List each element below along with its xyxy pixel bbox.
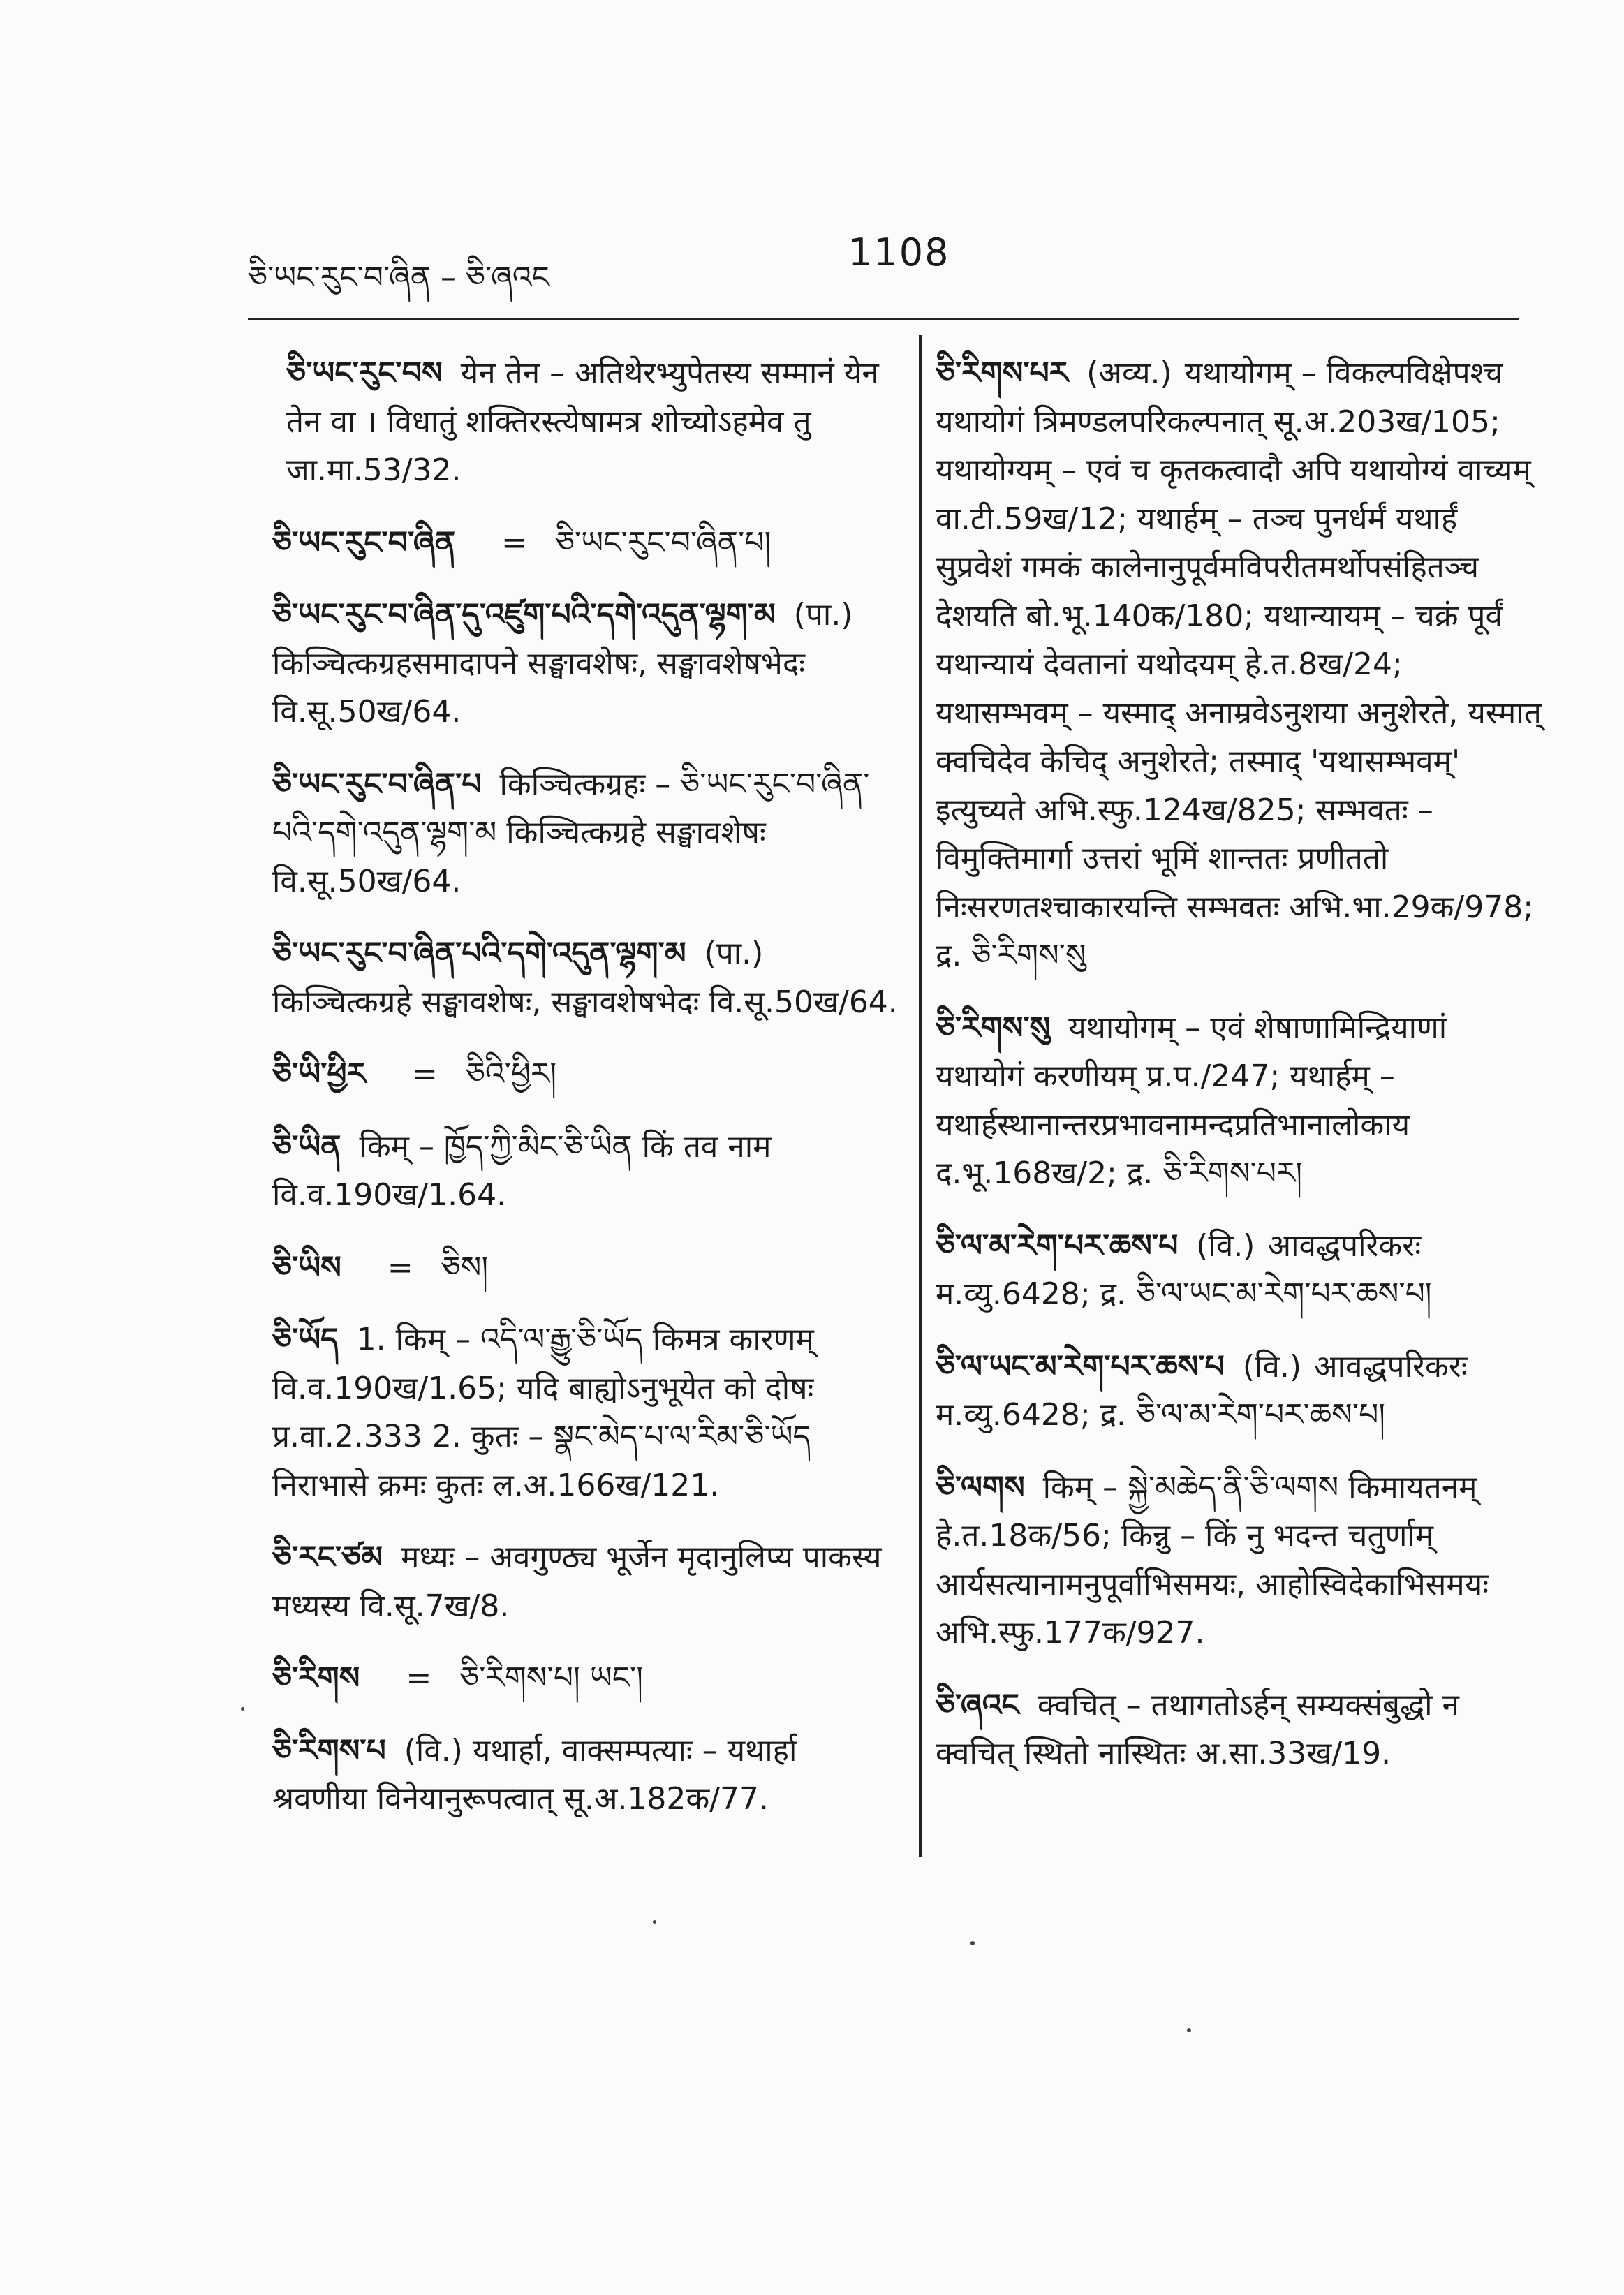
entry-definition: मध्यः – अवगुण्ठ्य भूर्जेन मृदानुलिप्य पाकस्य मध्यस्य वि.सू.7ख/8. [272,1540,882,1624]
right-column [936,349,1543,1802]
entry-definition: ཅི་རིགས་པ། ཡང་། [459,1660,643,1697]
left-column [272,349,901,1847]
entry-headword: ཅི་ལ་ཡང་མ་རེག་པར་ཆས་པ [936,1348,1225,1385]
dictionary-entry [272,1244,901,1292]
entry-headword: ཅི་ཡང་རུང་བ་ཞིན [272,524,456,561]
entry-definition: आवद्धपरिकरः म.व्यु.6428; द्र. ཅི་ལ་མ་རེག་པར་ཆས་པ། [936,1348,1468,1433]
entry-headword: ཅི་རིགས་པ [272,1732,386,1769]
entry-definition: ཅིས། [441,1249,489,1285]
entry-definition: किम् – སྐྱེ་མཆེད་ནི་ཅི་ལགས किमायतनम् हे.त.18क/56; किन्नु – किं नु भदन्त चतुर्णाम् आर्यसत्यानामनुपूर्वाभिसमयः, आहोस्विदेकाभिसमयः अभि.स्फु.177क/927. [936,1469,1489,1651]
entry-headword: ཅི་ཡང་རུང་བས [286,355,443,391]
entry-definition: (पा.) किञ्चित्कग्रहसमादापने सङ्घावशेषः, सङ्घावशेषभेदः वि.सू.50ख/64. [272,597,853,730]
entry-equals: = [406,1660,432,1697]
header-rule [248,318,1519,320]
entry-headword: ཅི་ཡང་རུང་བ་ཞིན་པ [272,766,482,802]
scan-speck [1187,2028,1191,2032]
entry-headword: ཅི་ཡང་རུང་བ་ཞིན་དུ་འཛུག་པའི་དགེ་འདུན་ལྷག་མ [272,597,776,633]
entry-grammar-tag: (वि.) [1196,1227,1255,1264]
entry-headword: ཅི་རིགས་པར [936,355,1069,391]
dictionary-entry [286,349,901,495]
entry-grammar-tag: (अव्य.) [1086,355,1172,391]
entry-definition: ཅི་ཡང་རུང་བ་ཞིན་པ། [554,524,772,561]
entry-definition: येन तेन – अतिथेरभ्युपेतस्य सम्मानं येन तेन वा । विधातुं शक्तिरस्त्येषामत्र शोच्योऽहमेव तु जा.मा.53/32. [286,355,879,489]
entry-definition: आवद्धपरिकरः म.व्यु.6428; द्र. ཅི་ལ་ཡང་མ་རེག་པར་ཆས་པ། [936,1227,1432,1313]
entry-headword: ཅི་ཞའང [936,1687,1019,1723]
dictionary-entry [936,1004,1543,1198]
dictionary-entry [936,1222,1543,1319]
entry-headword: ཅི་ལགས [936,1469,1025,1505]
dictionary-entry [936,1343,1543,1440]
entry-definition: किम् – ཁྱོད་ཀྱི་མིང་ཅི་ཡིན किं तव नाम वि.व.190ख/1.64. [272,1128,772,1213]
page-header [248,230,1519,293]
dictionary-entry [272,591,901,737]
dictionary-entry [272,1123,901,1220]
dictionary-entry [936,1681,1543,1778]
entry-headword: ཅི་རིགས་སུ [936,1010,1051,1046]
scan-speck [970,1941,975,1945]
entry-headword: ཅི་ཡིན [272,1128,341,1165]
column-divider [919,335,922,1857]
entry-equals: = [387,1249,413,1285]
entry-grammar-tag: (वि.) [1242,1348,1302,1385]
entry-equals: = [411,1056,438,1093]
dictionary-entry [272,760,901,906]
scan-speck [241,1707,244,1711]
dictionary-entry [272,1727,901,1824]
scan-speck [653,1920,656,1924]
dictionary-entry [272,1654,901,1703]
entry-equals: = [501,524,527,561]
entry-definition: यथायोगम् – एवं शेषाणामिन्द्रियाणां यथायोगं करणीयम् प्र.प./247; यथार्हम् – यथार्हस्थानान्तरप्रभावनामन्दप्रतिभानालोकाय द.भू.168ख/2; द्र. ཅི་རིགས་པར། [936,1010,1447,1192]
dictionary-entry [272,519,901,568]
dictionary-entry [272,1050,901,1099]
dictionary-entry [936,349,1543,980]
entry-headword: ཅི་ཡི་ཕྱིར [272,1056,366,1093]
entry-headword: ཅི་རིགས [272,1660,360,1697]
entry-headword: ཅི་ཡང་རུང་བ་ཞིན་པའི་དགེ་འདུན་ལྷག་མ [272,936,686,972]
dictionary-entry [272,1533,901,1630]
entry-definition: (पा.) किञ्चित्कग्रहे सङ्घावशेषः, सङ्घावशेषभेदः वि.सू.50ख/64. [272,936,898,1020]
dictionary-entry [936,1463,1543,1658]
entry-definition: 1. किम् – འདི་ལ་རྒྱུ་ཅི་ཡོད किमत्र कारणम् वि.व.190ख/1.65; यदि बाह्योऽनुभूयेत को दोषः प्र.वा.2.333 2. कुतः – སྣང་མེད་པ་ལ་རིམ་ཅི་ཡོད निराभासे क्रमः कुतः ल.अ.166ख/121. [272,1322,814,1503]
entry-headword: ཅི་རང་ཙམ [272,1540,383,1576]
dictionary-entry [272,1315,901,1510]
page-number: 1108 [848,230,950,274]
entry-definition: किञ्चित्कग्रहः – ཅི་ཡང་རུང་བ་ཞིན་པའི་དགེ་འདུན་ལྷག་མ किञ्चित्कग्रहे सङ्घावशेषः वि.सू.50ख/64. [272,766,870,899]
entry-headword: ཅི་ཡིས [272,1249,341,1285]
entry-definition: ཅིའི་ཕྱིར། [465,1056,557,1093]
entry-definition: क्वचित् – तथागतोऽर्हन् सम्यक्संबुद्धो न क्वचित् स्थितो नास्थितः अ.सा.33ख/19. [936,1687,1459,1772]
running-head-range: ཅི་ཡང་རུང་བ་ཞིན – ཅི་ཞའང [248,260,549,295]
entry-definition: यथायोगम् – विकल्पविक्षेपश्च यथायोगं त्रिमण्डलपरिकल्पनात् सू.अ.203ख/105; यथायोग्यम् – एवं च कृतकत्वादौ अपि यथायोग्यं वाच्यम् वा.टी.59ख/12; यथार्हम् – तञ्च पुनर्धर्मं यथार्हं सुप्रवेशं गमकं कालेनानुपूर्वमविपरीतमर्थोपसंहितञ्च देशयति बो.भू.140क/180; यथान्यायम् – चक्रं पूर्वं यथान्यायं देवतानां यथोदयम् हे.त.8ख/24; यथासम्भवम् – यस्माद् अनाम्रवेऽनुशया अनुशेरते, यस्मात् क्वचिदेव केचिद् अनुशेरते; तस्माद् 'यथासम्भवम्' इत्युच्यते अभि.स्फु.124ख/825; सम्भवतः – विमुक्तिमार्गा उत्तरां भूमिं शान्ततः प्रणीततो निःसरणतश्चाकारयन्ति सम्भवतः अभि.भा.29क/978; द्र. ཅི་རིགས་སུ [936,355,1542,974]
entry-headword: ཅི་ལ་མ་རེག་པར་ཆས་པ [936,1227,1179,1264]
dictionary-entry [272,929,901,1026]
entry-headword: ཅི་ཡོད [272,1322,339,1358]
entry-definition: (वि.) यथार्हा, वाक्सम्पत्याः – यथार्हा श्रवणीया विनेयानुरूपत्वात् सू.अ.182क/77. [272,1732,797,1817]
